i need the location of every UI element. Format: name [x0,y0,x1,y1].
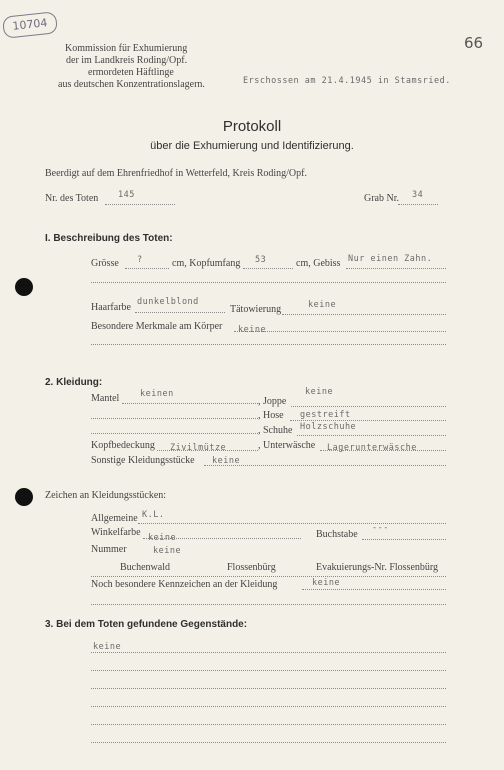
camp-buchenwald: Buchenwald [120,562,170,573]
hair-label: Haarfarbe [91,302,131,313]
angle-color-value: keine [148,533,177,543]
hair-value: dunkelblond [137,297,199,307]
height-value: ? [137,255,143,265]
tattoo-label: Tätowierung [230,304,282,315]
archive-stamp: 10704 [2,11,58,39]
coat-label: Mantel [91,393,120,404]
found-items-value: keine [93,642,122,652]
general-label: Allgemeine [91,513,138,524]
punch-hole-top [15,278,33,296]
teeth-value: Nur einen Zahn. [348,254,433,264]
other-clothing-value: keine [212,456,241,466]
grave-number-label: Grab Nr. [364,193,399,204]
underwear-label: , Unterwäsche [258,440,316,451]
trousers-value: gestreift [300,410,351,420]
number-label: Nummer [91,544,127,555]
other-marks-value: keine [312,578,341,588]
shoes-value: Holzschuhe [300,422,357,432]
height-label: Grösse [91,258,119,269]
shoes-label: , Schuhe [258,425,293,436]
header-line-1: Kommission für Exhumierung [65,43,188,54]
punch-hole-bottom [15,488,33,506]
tattoo-value: keine [308,300,337,310]
clothing-marks-heading: Zeichen an Kleidungsstücken: [45,490,167,501]
section3-heading: 3. Bei dem Toten gefundene Gegenstände: [45,619,248,630]
cm-headsize-label: cm, Kopfumfang [172,258,241,269]
page-number: 66 [464,34,484,52]
camp-evacuation-number: Evakuierungs-Nr. Flossenbürg [316,562,439,573]
body-marks-label: Besondere Merkmale am Körper [91,321,223,332]
underwear-value: Lagerunterwäsche [327,443,417,453]
jacket-value: keine [305,387,334,397]
section2-heading: 2. Kleidung: [45,377,103,388]
angle-color-label: Winkelfarbe [91,527,141,538]
camp-flossenbuerg: Flossenbürg [227,562,276,573]
trousers-label: , Hose [258,410,284,421]
other-marks-label: Noch besondere Kennzeichen an der Kleidung [91,579,278,590]
body-marks-value: keine [238,325,267,335]
section1-heading: I. Beschreibung des Toten: [45,233,173,244]
cm-teeth-label: cm, Gebiss [296,258,341,269]
headwear-label: Kopfbedeckung [91,440,155,451]
dead-number-value: 145 [118,190,135,200]
headwear-value: Zivilmütze [170,443,227,453]
dead-number-label: Nr. des Toten [45,193,99,204]
buried-line: Beerdigt auf dem Ehrenfriedhof in Wetterfeld, Kreis Roding/Opf. [45,168,307,179]
header-line-2: der im Landkreis Roding/Opf. [66,55,188,66]
document-title: Protokoll [222,118,282,135]
document-subtitle: über die Exhumierung und Identifizierung. [150,140,354,152]
header-line-4: aus deutschen Konzentrationslagern. [58,79,205,90]
letter-value: --- [372,523,389,533]
coat-value: keinen [140,389,174,399]
header-line-3: ermordeten Häftlinge [88,67,174,78]
head-size-value: 53 [255,255,267,265]
number-value: keine [153,546,182,556]
general-value: K.L. [142,510,165,520]
jacket-label: , Joppe [258,396,287,407]
execution-note: Erschossen am 21.4.1945 in Stamsried. [243,76,451,86]
grave-number-value: 34 [412,190,424,200]
letter-label: Buchstabe [316,529,358,540]
other-clothing-label: Sonstige Kleidungsstücke [91,455,195,466]
